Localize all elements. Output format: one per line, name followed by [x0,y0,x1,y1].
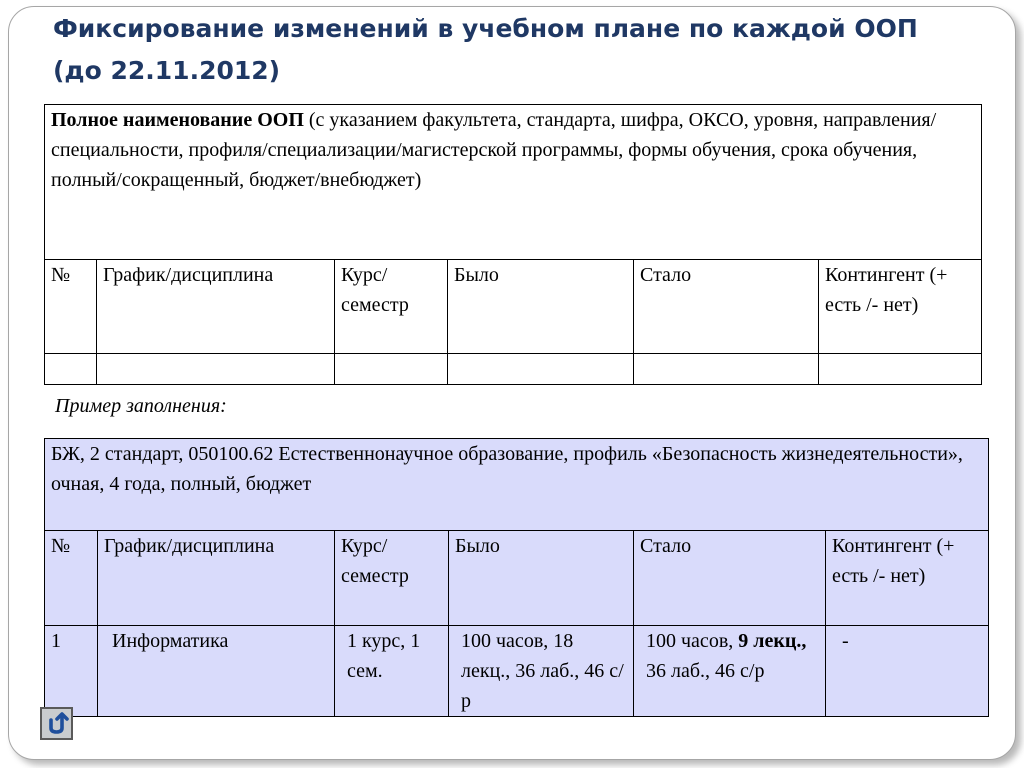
example-caption: Пример заполнения: [55,395,227,417]
slide-title [53,8,993,92]
row-became-highlight: 9 лекц., [738,630,807,652]
back-nav-button[interactable] [40,707,73,740]
empty-cell [97,354,335,385]
row-contingent: - [826,626,989,717]
example-program-cell: БЖ, 2 стандарт, 050100.62 Естественнонаучное образование, профиль «Безопасность жизнедеятельности», очная, 4 года, полный, бюджет [45,439,989,531]
header-was: Было [448,260,634,354]
header-number: № [45,531,98,626]
table-row [45,354,982,385]
header-was: Было [449,531,634,626]
empty-cell [45,354,97,385]
empty-cell [819,354,982,385]
header-course-semester: Курс/семестр [335,531,449,626]
header-discipline: График/дисциплина [98,531,335,626]
row-was: 100 часов, 18 лекц., 36 лаб., 46 с/р [449,626,634,717]
empty-cell [448,354,634,385]
header-course-semester: Курс/семестр [335,260,448,354]
row-became-start: 100 часов, [646,630,739,652]
empty-cell [634,354,819,385]
program-description-cell [45,105,982,260]
row-became-end: 36 лаб., 46 с/р [646,660,765,682]
row-course: 1 курс, 1 сем. [335,626,449,717]
program-name-label: Полное наименование ООП [51,109,304,131]
header-discipline: График/дисциплина [97,260,335,354]
header-contingent: Контингент (+ есть /- нет) [819,260,982,354]
title-line-2: (до 22.11.2012) [53,56,281,85]
row-discipline: Информатика [98,626,335,717]
header-became: Стало [634,531,826,626]
return-arrow-icon [44,711,69,736]
template-table [44,104,982,385]
example-table [44,438,989,717]
program-name-details: (с указанием факультета, стандарта, шифра, ОКСО, уровня, направления/специальности, профиля/специализации/магистерской программы, формы обучения, срока обучения, полный/сокращенный, бюджет/внебюджет) [51,109,937,191]
header-number: № [45,260,97,354]
header-became: Стало [634,260,819,354]
table-row [45,626,989,717]
row-became [634,626,826,717]
row-number: 1 [45,626,98,717]
empty-cell [335,354,448,385]
title-line-1: Фиксирование изменений в учебном плане по каждой ООП [53,14,918,43]
header-contingent: Контингент (+ есть /- нет) [826,531,989,626]
